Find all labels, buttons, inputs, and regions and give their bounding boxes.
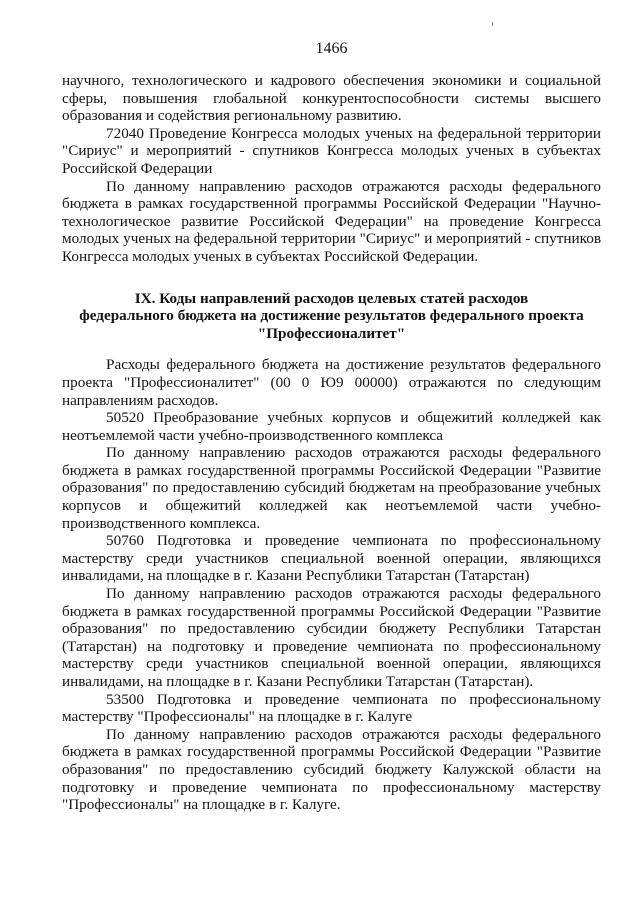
paragraph: 50520 Преобразование учебных корпусов и общежитий колледжей как неотъемлемой части учебно-производственного комплекса — [62, 409, 601, 444]
page-number: 1466 — [315, 40, 348, 57]
document-body — [62, 72, 601, 814]
section-heading-line: IX. Коды направлений расходов целевых статей расходов — [134, 289, 529, 307]
scan-mark — [492, 22, 493, 26]
section-heading — [62, 290, 601, 343]
paragraph: Расходы федерального бюджета на достижение результатов федерального проекта "Профессионалитет" (00 0 Ю9 00000) отражаются по следующим направлениям расходов. — [62, 356, 601, 409]
paragraph: По данному направлению расходов отражаются расходы федерального бюджета в рамках государственной программы Российской Федерации "Развитие образования" по предоставлению субсидий бюджетам на преобразование учебных корпусов и общежитий колледжей как неотъемлемой части учебно-производственного комплекса. — [62, 444, 601, 532]
paragraph: 53500 Подготовка и проведение чемпионата по профессиональному мастерству "Профессионалы" на площадке в г. Калуге — [62, 690, 601, 726]
section-heading-line: федерального бюджета на достижение результатов федерального проекта — [79, 307, 584, 325]
paragraph: научного, технологического и кадрового обеспечения экономики и социальной сферы, повышения глобальной конкурентоспособности системы высшего образования и содействия региональному развитию. — [62, 72, 601, 125]
paragraph: По данному направлению расходов отражаются расходы федерального бюджета в рамках государственной программы Российской Федерации "Развитие образования" по предоставлению субсидии бюджету Республики Татарстан (Татарстан) на подготовку и проведение чемпионата по профессиональному мастерству среди участников специальной военной операции, являющихся инвалидами, на площадке в г. Казани Республики Татарстан (Татарстан). — [62, 585, 601, 690]
paragraph: По данному направлению расходов отражаются расходы федерального бюджета в рамках государственной программы Российской Федерации "Развитие образования" по предоставлению субсидий бюджету Калужской области на подготовку и проведение чемпионата по профессиональному мастерству "Профессионалы" на площадке в г. Калуге. — [62, 725, 601, 814]
paragraph: По данному направлению расходов отражаются расходы федерального бюджета в рамках государственной программы Российской Федерации "Научно-технологическое развитие Российской Федерации" на проведение Конгресса молодых ученых на федеральной территории "Сириус" и мероприятий - спутников Конгресса молодых ученых в субъектах Российской Федерации. — [62, 177, 601, 265]
paragraph: 72040 Проведение Конгресса молодых ученых на федеральной территории "Сириус" и мероприятий - спутников Конгресса молодых ученых в субъектах Российской Федерации — [62, 124, 601, 177]
section-heading-line: "Профессионалитет" — [257, 324, 406, 342]
paragraph: 50760 Подготовка и проведение чемпионата по профессиональному мастерству среди участников специальной военной операции, являющихся инвалидами, на площадке в г. Казани Республики Татарстан (Татарстан) — [62, 532, 601, 585]
